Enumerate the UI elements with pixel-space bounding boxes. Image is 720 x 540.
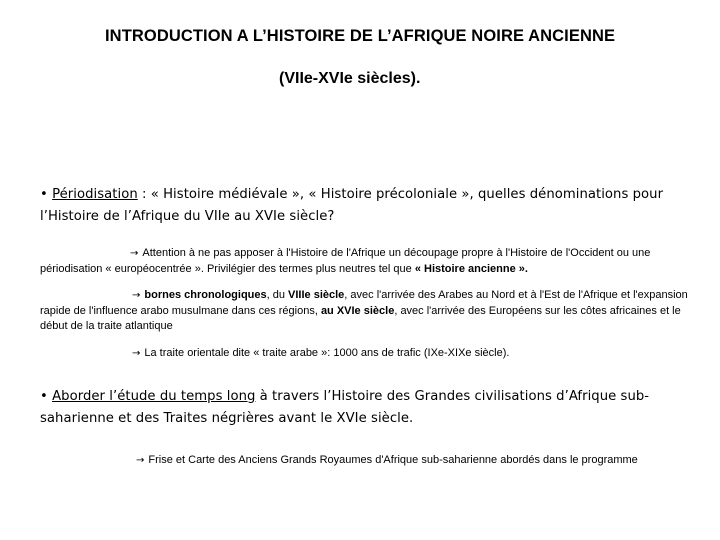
arrow-icon: → [132,348,141,359]
note-frise [40,453,692,469]
arrow-icon: → [136,455,145,466]
note-bold-bornes: bornes chronologiques [144,289,267,301]
note-bornes [40,288,692,335]
arrow-icon: → [132,290,141,301]
bullet-marker: • [40,389,48,404]
note-text: , avec l'arrivée des Arabes au Nord et à l'Est de l'Afrique et l'expansion rapide de l'influence arabo musulmane dans ces régions, [40,289,688,317]
note-text: Frise et Carte des Anciens Grands Royaumes d'Afrique sub-saharienne abordés dans le programme [148,454,638,466]
bullet-marker: • [40,187,48,202]
bullet-label: Périodisation [52,187,138,202]
note-text: , du [266,289,289,301]
note-bold-xvie: au XVIe siècle [320,304,395,317]
slide-subtitle: (VIIe-XVIe siècles). [279,70,421,87]
bullet-text: à travers l’Histoire des Grandes civilisations d’Afrique sub-saharienne et des Traites négrières avant le XVIe siècle. [40,389,650,426]
bullet-temps-long [40,386,680,430]
note-text: , avec l'arrivée des Européens sur les côtes africaines et le début de la traite atlantique [40,304,681,332]
note-attention [40,246,692,277]
bullet-periodisation [40,184,680,228]
note-text: Attention à ne pas apposer à l'Histoire de l'Afrique un découpage propre à l'Histoire de l'Occident ou une périodisation « européocentrée ». Privilégier des termes plus neutres tel que [40,247,651,275]
note-traite-orientale [40,346,692,362]
slide-title: INTRODUCTION A L’HISTOIRE DE L’AFRIQUE NOIRE ANCIENNE [105,27,616,45]
note-bold: « Histoire ancienne ». [414,262,528,275]
bullet-text: : « Histoire médiévale », « Histoire précoloniale », quelles dénominations pour l’Histoire de l’Afrique du VIIe au XVIe siècle? [40,187,664,224]
bullet-label: Aborder l’étude du temps long [52,389,256,404]
note-bold-viiie: VIIIe siècle [288,289,345,301]
note-text: La traite orientale dite « traite arabe »: 1000 ans de trafic (IXe-XIXe siècle). [144,347,510,359]
arrow-icon: → [130,248,139,259]
